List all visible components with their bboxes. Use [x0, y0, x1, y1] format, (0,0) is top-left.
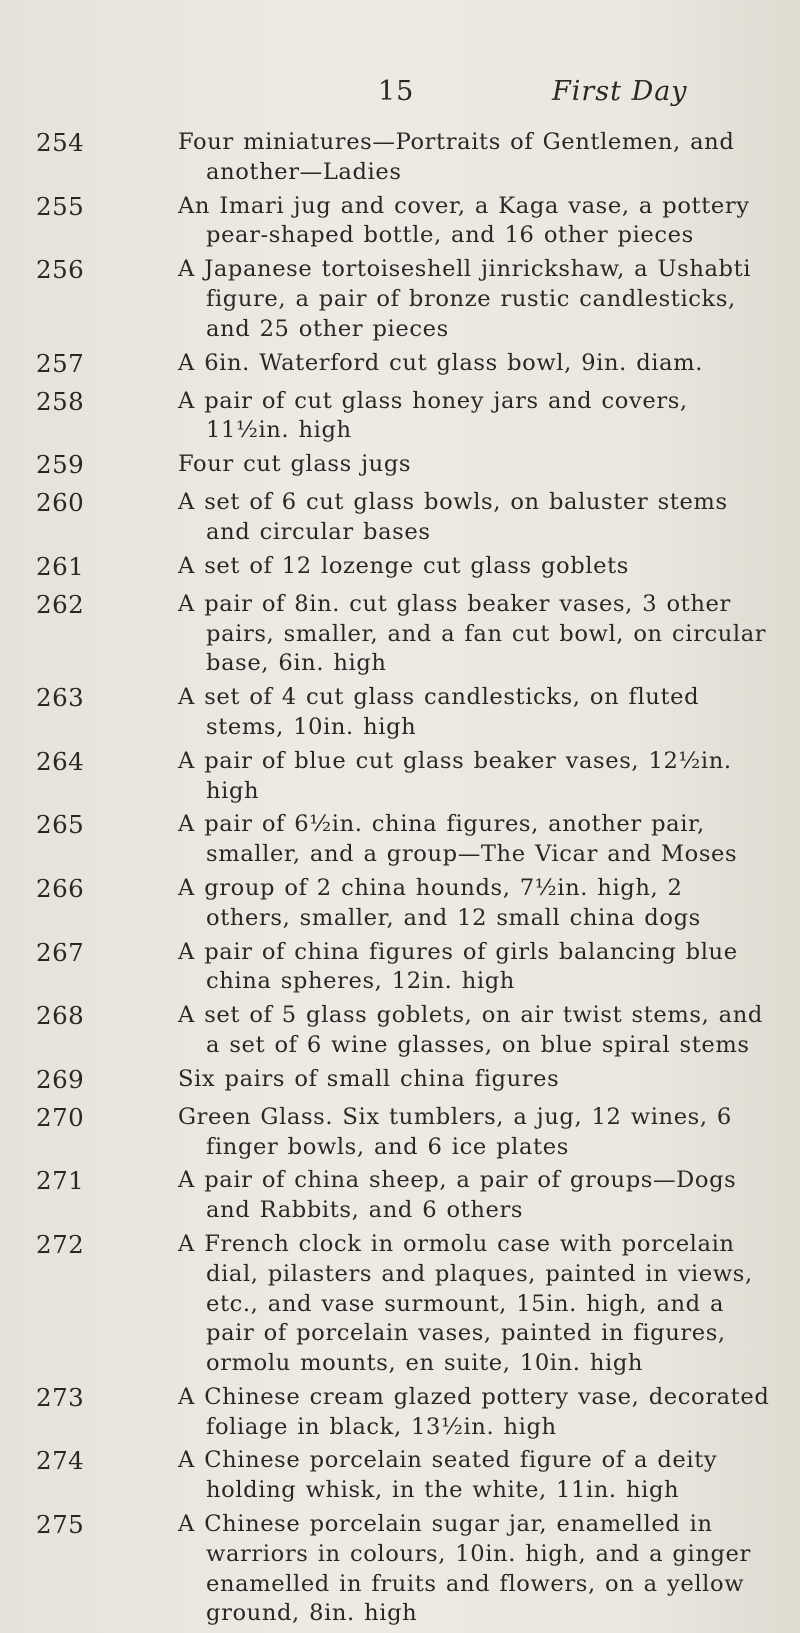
lot-list — [0, 128, 800, 1633]
lot-number: 254 — [36, 128, 85, 157]
lot-number: 272 — [36, 1229, 85, 1259]
running-title: First Day — [552, 76, 688, 107]
lot-description: A pair of cut glass honey jars and covers, 11½in. high — [178, 387, 688, 444]
lot-entry — [0, 747, 800, 807]
lot-description: A pair of blue cut glass beaker vases, 12½in. high — [178, 747, 732, 804]
lot-number: 258 — [36, 386, 85, 416]
lot-description: A Chinese cream glazed pottery vase, decorated foliage in black, 13½in. high — [178, 1383, 770, 1440]
lot-entry — [0, 1383, 800, 1443]
lot-entry — [0, 810, 800, 870]
lot-entry — [0, 192, 800, 252]
lot-description: A set of 12 lozenge cut glass goblets — [178, 552, 629, 579]
lot-description: A set of 5 glass goblets, on air twist stems, and a set of 6 wine glasses, on blue spiral stems — [178, 1002, 763, 1058]
lot-description: A set of 6 cut glass bowls, on baluster stems and circular bases — [178, 489, 728, 545]
lot-number: 266 — [36, 873, 85, 903]
lot-description: Four miniatures—Portraits of Gentlemen, and another—Ladies — [178, 129, 735, 185]
lot-number: 268 — [36, 1001, 85, 1031]
lot-number: 256 — [36, 255, 85, 285]
lot-number: 273 — [36, 1382, 85, 1412]
lot-number: 265 — [36, 810, 85, 840]
lot-entry — [0, 552, 800, 586]
lot-entry — [0, 683, 800, 743]
page-number: 15 — [378, 76, 415, 107]
lot-description: Four cut glass jugs — [178, 451, 412, 478]
lot-entry — [0, 255, 800, 344]
lot-number: 267 — [36, 937, 85, 967]
lot-number: 271 — [36, 1166, 85, 1196]
lot-entry — [0, 450, 800, 484]
lot-description: A pair of 8in. cut glass beaker vases, 3 other pairs, smaller, and a fan cut bowl, on circular base, 6in. high — [178, 590, 767, 677]
lot-description: A group of 2 china hounds, 7½in. high, 2 others, smaller, and 12 small china dogs — [178, 874, 701, 931]
lot-description: A pair of 6½in. china figures, another pair, smaller, and a group—The Vicar and Moses — [178, 811, 738, 868]
lot-number: 274 — [36, 1446, 85, 1476]
lot-number: 275 — [36, 1510, 85, 1540]
lot-entry — [0, 938, 800, 998]
lot-description: Six pairs of small china figures — [178, 1065, 560, 1092]
lot-entry — [0, 349, 800, 383]
lot-number: 264 — [36, 746, 85, 776]
lot-number: 269 — [36, 1064, 85, 1094]
lot-number: 261 — [36, 551, 85, 581]
lot-entry — [0, 1230, 800, 1379]
lot-number: 259 — [36, 450, 85, 480]
lot-number: 270 — [36, 1102, 85, 1132]
lot-number: 262 — [36, 589, 85, 619]
lot-spacer — [0, 1629, 800, 1633]
lot-entry — [0, 1446, 800, 1506]
lot-entry — [0, 128, 800, 188]
lot-description: A pair of china sheep, a pair of groups—Dogs and Rabbits, and 6 others — [178, 1167, 737, 1224]
lot-entry — [0, 1510, 800, 1629]
lot-description: A Chinese porcelain seated figure of a deity holding whisk, in the white, 11in. high — [178, 1447, 718, 1504]
lot-description: Green Glass. Six tumblers, a jug, 12 wines, 6 finger bowls, and 6 ice plates — [178, 1103, 732, 1160]
lot-entry — [0, 387, 800, 447]
lot-description: A set of 4 cut glass candlesticks, on fluted stems, 10in. high — [178, 684, 700, 740]
lot-entry — [0, 874, 800, 934]
lot-number: 260 — [36, 488, 85, 518]
lot-number: 257 — [36, 348, 85, 378]
lot-entry — [0, 590, 800, 679]
lot-description: A 6in. Waterford cut glass bowl, 9in. diam. — [178, 349, 703, 376]
lot-number: 263 — [36, 683, 85, 713]
lot-number: 255 — [36, 191, 85, 221]
lot-description: A French clock in ormolu case with porcelain dial, pilasters and plaques, painted in views, etc., and vase surmount, 15in. high, and a pair of porcelain vases, painted in figures, ormolu mounts, en suite, 10in. high — [178, 1230, 753, 1377]
lot-description: An Imari jug and cover, a Kaga vase, a pottery pear-shaped bottle, and 16 other pieces — [178, 192, 750, 249]
lot-entry — [0, 1103, 800, 1163]
lot-description: A Japanese tortoiseshell jinrickshaw, a Ushabti figure, a pair of bronze rustic candlesticks, and 25 other pieces — [178, 256, 752, 342]
lot-entry — [0, 1166, 800, 1226]
lot-description: A Chinese porcelain sugar jar, enamelled in warriors in colours, 10in. high, and a ginger enamelled in fruits and flowers, on a yellow ground, 8in. high — [178, 1511, 751, 1627]
lot-entry — [0, 1001, 800, 1061]
page-header — [0, 76, 800, 116]
lot-entry — [0, 1065, 800, 1099]
lot-description: A pair of china figures of girls balancing blue china spheres, 12in. high — [178, 938, 738, 995]
lot-entry — [0, 488, 800, 548]
